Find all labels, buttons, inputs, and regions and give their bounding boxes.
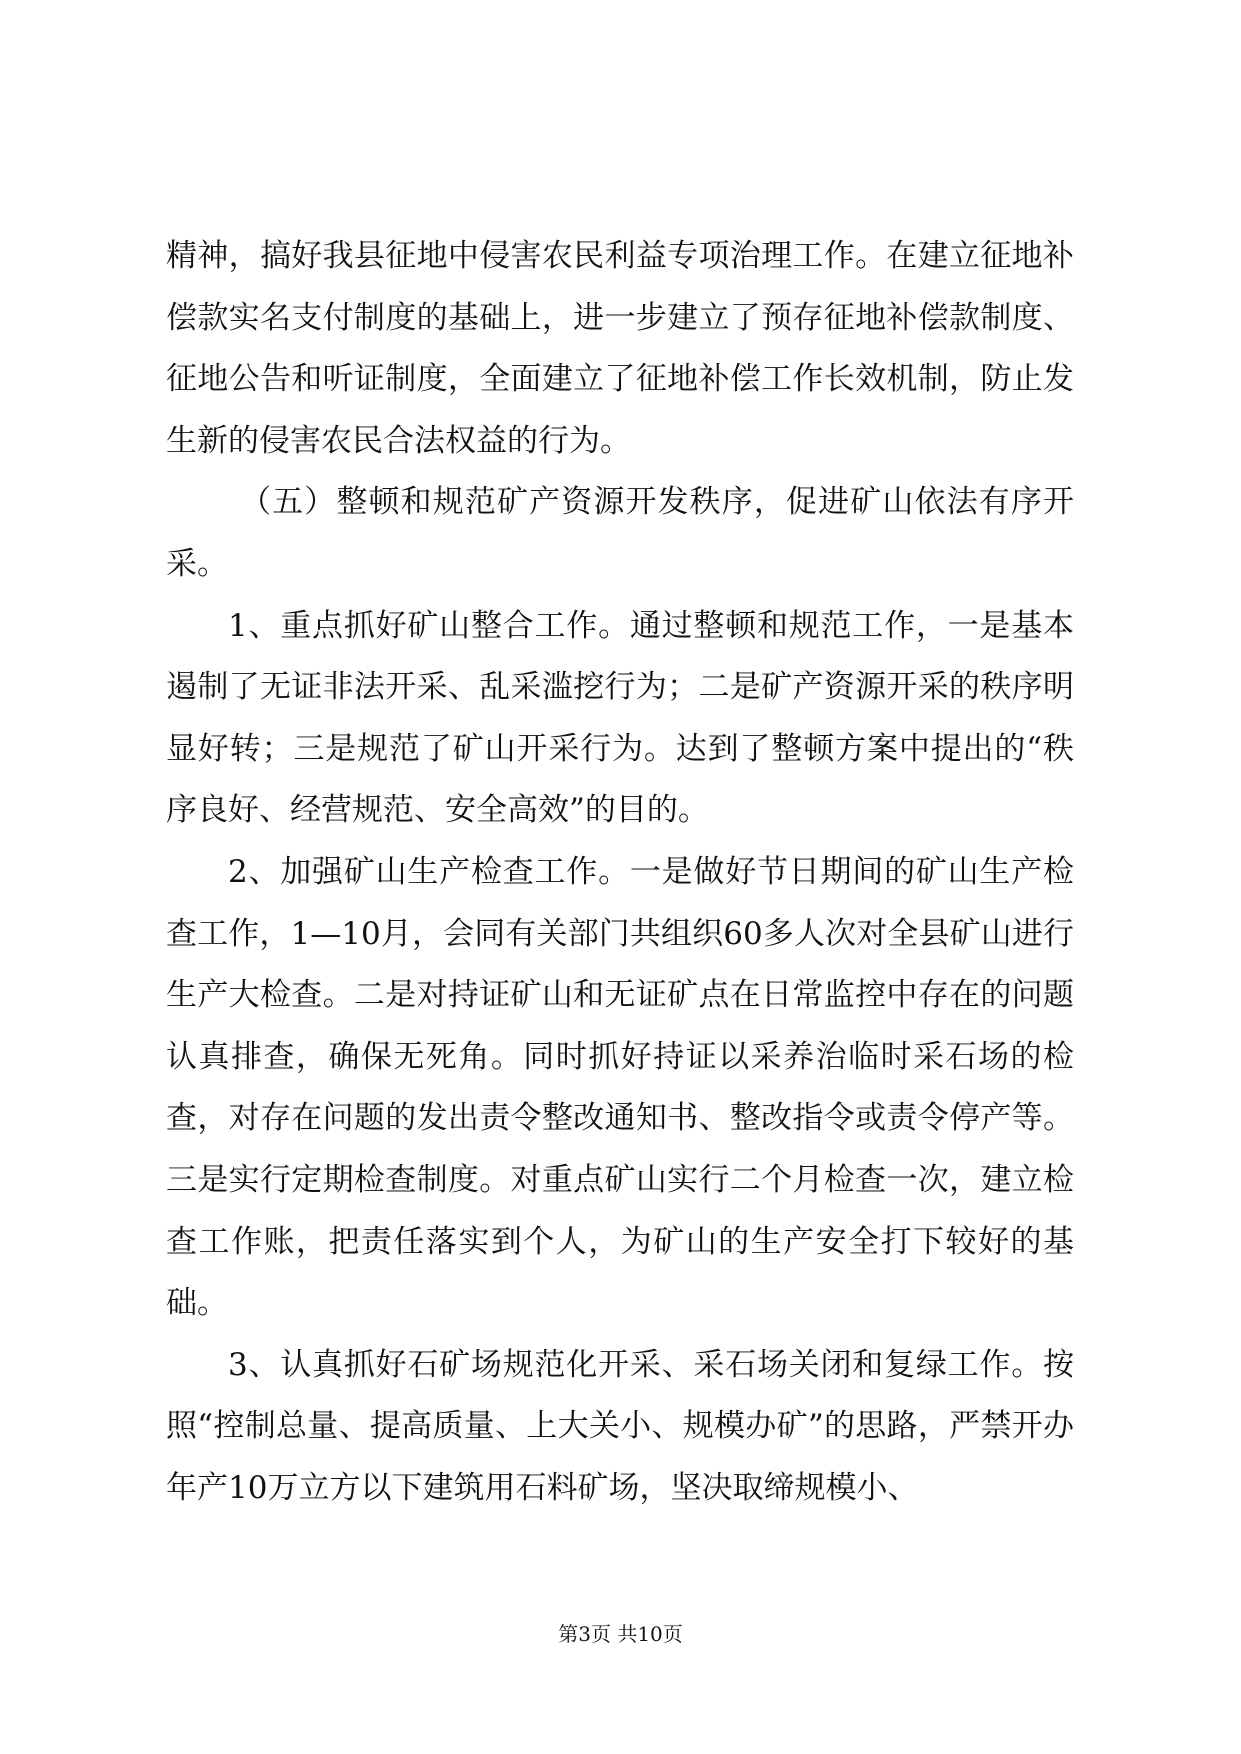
document-body [166,226,1074,1519]
paragraph-item-3: 3、认真抓好石矿场规范化开采、采石场关闭和复绿工作。按照“控制总量、提高质量、上大关小、规模办矿”的思路，严禁开办年产10万立方以下建筑用石料矿场，坚决取缔规模小、 [166,1346,1074,1506]
paragraph-item-1: 1、重点抓好矿山整合工作。通过整顿和规范工作，一是基本遏制了无证非法开采、乱采滥挖行为；二是矿产资源开采的秩序明显好转；三是规范了矿山开采行为。达到了整顿方案中提出的“秩序良好、经营规范、安全高效”的目的。 [166,607,1074,829]
paragraph-continuation: 精神，搞好我县征地中侵害农民利益专项治理工作。在建立征地补偿款实名支付制度的基础上，进一步建立了预存征地补偿款制度、征地公告和听证制度，全面建立了征地补偿工作长效机制，防止发生新的侵害农民合法权益的行为。 [166,238,1074,459]
page-footer: 第3页 共10页 [558,1622,683,1646]
paragraph-item-2: 2、加强矿山生产检查工作。一是做好节日期间的矿山生产检查工作，1—10月，会同有关部门共组织60多人次对全县矿山进行生产大检查。二是对持证矿山和无证矿点在日常监控中存在的问题认真排查，确保无死角。同时抓好持证以采养治临时采石场的检查，对存在问题的发出责令整改通知书、整改指令或责令停产等。三是实行定期检查制度。对重点矿山实行二个月检查一次，建立检查工作账，把责任落实到个人，为矿山的生产安全打下较好的基础。 [166,853,1074,1322]
section-heading-five: （五）整顿和规范矿产资源开发秩序，促进矿山依法有序开采。 [166,484,1074,582]
